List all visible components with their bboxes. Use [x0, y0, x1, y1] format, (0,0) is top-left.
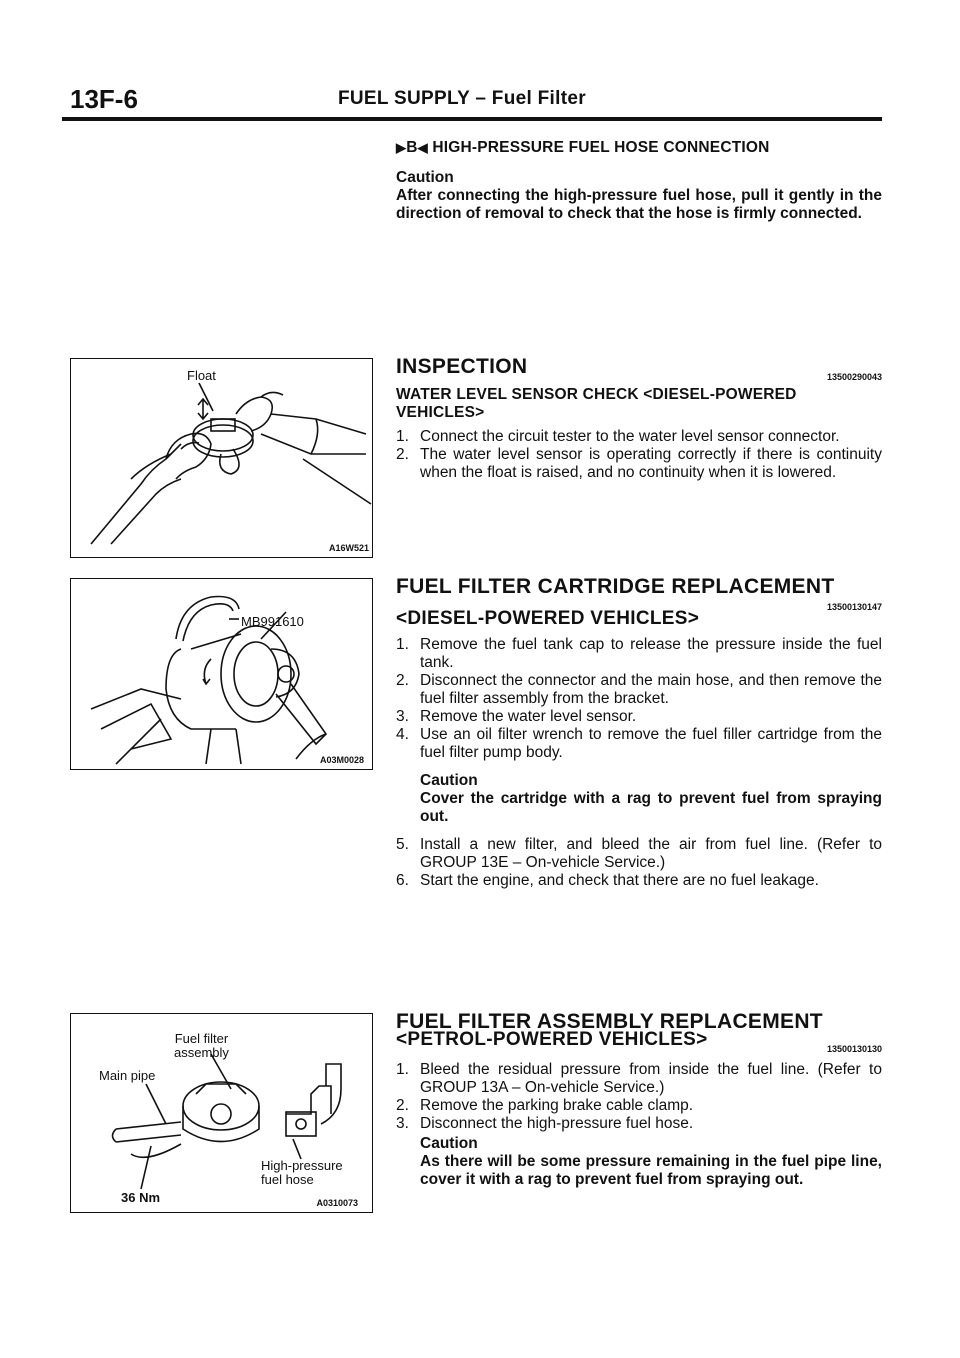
list-item: 3. Disconnect the high-pressure fuel hose.	[396, 1115, 694, 1132]
list-item: 5. Install a new filter, and bleed the air from fuel line. (Refer to GROUP 13E – On-vehicle Service.)	[396, 836, 882, 871]
list-item: 1. Bleed the residual pressure from inside the fuel line. (Refer to GROUP 13A – On-vehicle Service.)	[396, 1061, 882, 1096]
inspection-steps	[396, 428, 882, 482]
figure-id: A16W521	[328, 543, 369, 553]
section-b-title: HIGH-PRESSURE FUEL HOSE CONNECTION	[432, 139, 770, 156]
caution-text: Cover the cartridge with a rag to prevent fuel from spraying out.	[420, 790, 882, 825]
section-marker: B	[406, 139, 418, 156]
list-item: 2. Remove the parking brake cable clamp.	[396, 1097, 694, 1114]
list-item: 3. Remove the water level sensor.	[396, 708, 637, 725]
figure-filter-assembly	[70, 1013, 373, 1213]
caution-label: Caution	[420, 772, 478, 789]
left-arrow-icon: ◀	[417, 140, 428, 155]
main-pipe-label: Main pipe	[99, 1068, 156, 1083]
caution-label: Caution	[420, 1135, 478, 1152]
section-high-pressure-hose	[396, 139, 882, 223]
figure-float-sensor	[70, 358, 373, 558]
section-assembly-replacement	[396, 1010, 882, 1189]
cartridge-title: FUEL FILTER CARTRIDGE REPLACEMENT	[396, 575, 835, 598]
assembly-code: 13500130130	[826, 1044, 882, 1054]
list-item: 2. The water level sensor is operating correctly if there is continuity when the float is raised, and no continuity when it is lowered.	[396, 446, 882, 481]
list-item: 6. Start the engine, and check that there are no fuel leakage.	[396, 872, 819, 889]
caution-text: After connecting the high-pressure fuel hose, pull it gently in the direction of removal to check that the hose is firmly connected.	[396, 187, 882, 222]
cartridge-steps	[396, 636, 882, 762]
fuel-filter-assembly-label: Fuel filter assembly	[174, 1031, 229, 1060]
caution-label: Caution	[396, 169, 454, 186]
list-item: 4. Use an oil filter wrench to remove the fuel filler cartridge from the fuel filter pump body.	[396, 726, 882, 761]
assembly-subtitle: <PETROL-POWERED VEHICLES>	[396, 1029, 708, 1050]
cartridge-subtitle: <DIESEL-POWERED VEHICLES>	[396, 608, 700, 629]
float-label: Float	[187, 368, 216, 383]
inspection-title: INSPECTION	[396, 355, 528, 378]
cartridge-code: 13500130147	[826, 602, 882, 612]
inspection-subtitle: WATER LEVEL SENSOR CHECK <DIESEL-POWERED VEHICLES>	[396, 386, 797, 421]
page-title: FUEL SUPPLY – Fuel Filter	[338, 88, 586, 109]
header-rule	[62, 117, 882, 121]
figure-id: A03M0028	[319, 755, 364, 765]
tool-label: MB991610	[241, 614, 304, 629]
list-item: 2. Disconnect the connector and the main hose, and then remove the fuel filter assembly from the bracket.	[396, 672, 882, 707]
right-arrow-icon: ▶	[396, 140, 407, 155]
assembly-steps	[396, 1061, 882, 1133]
figure-filter-wrench	[70, 578, 373, 770]
section-cartridge-replacement	[396, 575, 882, 890]
torque-label: 36 Nm	[121, 1190, 161, 1205]
assembly-title: FUEL FILTER ASSEMBLY REPLACEMENT	[396, 1010, 823, 1033]
float-illustration	[71, 359, 372, 557]
figure-id: A0310073	[316, 1198, 358, 1208]
high-pressure-hose-label: High-pressure fuel hose	[261, 1158, 343, 1187]
wrench-illustration	[71, 579, 372, 769]
list-item: 1. Connect the circuit tester to the water level sensor connector.	[396, 428, 840, 445]
section-b-heading	[396, 139, 882, 157]
page-number: 13F-6	[70, 84, 138, 114]
inspection-code: 13500290043	[826, 372, 882, 382]
section-inspection	[396, 355, 882, 482]
caution-text: As there will be some pressure remaining in the fuel pipe line, cover it with a rag to prevent fuel from spraying out.	[420, 1153, 882, 1188]
list-item: 1. Remove the fuel tank cap to release the pressure inside the fuel tank.	[396, 636, 882, 671]
cartridge-steps-continued	[396, 836, 882, 890]
